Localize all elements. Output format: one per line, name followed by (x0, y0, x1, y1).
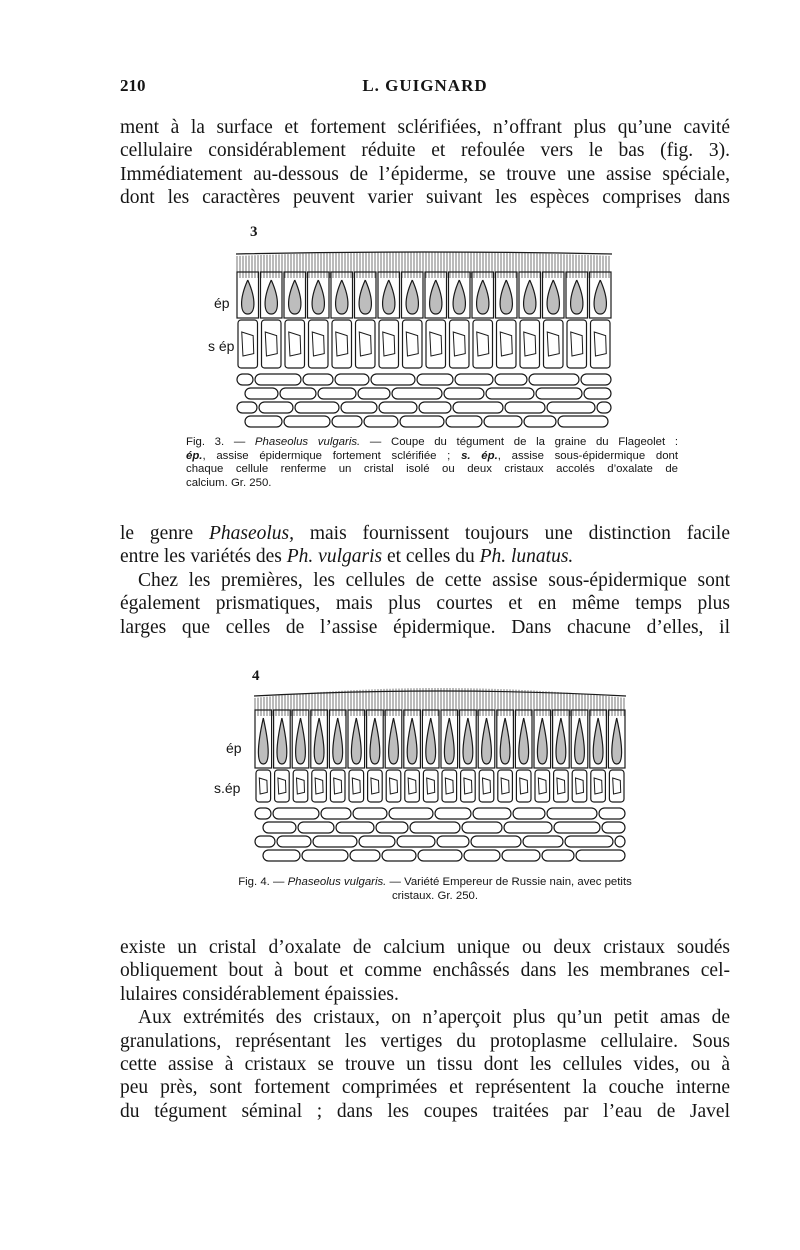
oxalate-crystal (406, 332, 418, 356)
paragraph-middle (120, 522, 730, 639)
cell-lumen (351, 718, 361, 764)
oxalate-crystal (359, 332, 371, 356)
tissue-cell (353, 808, 387, 819)
text-line: Chez les premières, les cellules de cette assise sous-épidermique sont (138, 569, 730, 591)
figure-4-label-ep: ép (226, 740, 242, 756)
cell-lumen (594, 280, 606, 314)
caption-text: chaque cellule renferme un cristal isolé ou deux cristaux accolés d’oxalate de (186, 463, 678, 476)
tissue-cell (392, 388, 442, 399)
tissue-cell (263, 850, 300, 861)
oxalate-crystal (242, 332, 254, 356)
oxalate-crystal (477, 332, 489, 356)
crystal-cell (330, 770, 345, 802)
oxalate-crystal (390, 778, 398, 794)
tissue-cell (237, 374, 253, 385)
oxalate-crystal (315, 778, 323, 794)
oxalate-crystal (336, 332, 348, 356)
caption-fig-ref: Fig. 4. — (238, 876, 285, 888)
figure-3-label-ep: ép (214, 295, 230, 311)
tissue-cell (332, 416, 362, 427)
tissue-cell (615, 836, 625, 847)
tissue-cell (245, 388, 278, 399)
cell-lumen (612, 718, 622, 764)
tissue-cell (302, 850, 348, 861)
crystal-cell (535, 770, 550, 802)
text-line: peu près, sont fortement comprimées et représentent la couche interne (120, 1077, 730, 1099)
cell-lumen (242, 280, 254, 314)
text-line: ment à la surface et fortement sclérifiées, n’offrant plus qu’une cavité (120, 117, 730, 138)
crystal-cell (567, 320, 587, 368)
caption-text: calcium. Gr. 250. (186, 476, 272, 489)
oxalate-crystal (445, 778, 453, 794)
cell-lumen (265, 280, 277, 314)
oxalate-crystal (352, 778, 360, 794)
tissue-cell (581, 374, 611, 385)
crystal-cell (609, 770, 624, 802)
oxalate-crystal (312, 332, 324, 356)
text-line: Aux extrémités des cristaux, on n’aperçoit plus qu’un petit amas de (138, 1007, 730, 1029)
tissue-cell (273, 808, 319, 819)
cell-lumen (500, 280, 512, 314)
tissue-cell (597, 402, 611, 413)
tissue-cell (335, 374, 369, 385)
crystal-cell (520, 320, 540, 368)
text-line: larges que celles de l’assise épidermique. Dans chacune d’elles, il (120, 616, 730, 638)
crystal-cell (497, 320, 517, 368)
page-number: 210 (120, 76, 146, 95)
cell-lumen (453, 280, 465, 314)
paragraph-top (120, 116, 730, 210)
tissue-cell (565, 836, 613, 847)
tissue-cell (263, 822, 296, 833)
tissue-cell (502, 850, 540, 861)
tissue-cell (341, 402, 377, 413)
oxalate-crystal (289, 332, 301, 356)
figure-3-caption (186, 436, 678, 490)
tissue-cell (464, 850, 500, 861)
text-line: granulations, représentant les vertiges du protoplasme cellulaire. Sous (120, 1030, 730, 1052)
tissue-cell (554, 822, 600, 833)
cell-lumen (258, 718, 268, 764)
tissue-cell (523, 836, 563, 847)
tissue-cell (558, 416, 608, 427)
cell-lumen (389, 718, 399, 764)
tissue-cell (280, 388, 316, 399)
crystal-cell (356, 320, 376, 368)
crystal-cell (256, 770, 271, 802)
tissue-cell (321, 808, 351, 819)
caption-text: — Variété Empereur de Russie nain, avec petits (389, 876, 632, 888)
oxalate-crystal (500, 332, 512, 356)
tissue-cell (524, 416, 556, 427)
text-line: lulaires considérablement épaissies. (120, 983, 399, 1005)
cuticle-line (236, 252, 612, 254)
oxalate-crystal (297, 778, 305, 794)
crystal-cell (403, 320, 423, 368)
tissue-cell (259, 402, 293, 413)
crystal-cell (312, 770, 327, 802)
tissue-cell (359, 836, 395, 847)
tissue-cell (255, 836, 275, 847)
tissue-cell (504, 822, 552, 833)
cell-lumen (593, 718, 603, 764)
cell-lumen (524, 280, 536, 314)
cell-lumen (444, 718, 454, 764)
caption-text: , assise épidermique fortement sclérifiée ; (202, 449, 451, 462)
tissue-cell (453, 402, 503, 413)
oxalate-crystal (613, 778, 621, 794)
tissue-cell (284, 416, 330, 427)
tissue-cell (379, 402, 417, 413)
oxalate-crystal (383, 332, 395, 356)
text-run-italic: Ph. lunatus. (479, 546, 574, 568)
cell-lumen (370, 718, 380, 764)
text-run: entre les variétés des (120, 546, 282, 568)
cell-lumen (430, 280, 442, 314)
crystal-cell (275, 770, 290, 802)
tissue-cell (576, 850, 625, 861)
crystal-cell (386, 770, 401, 802)
cell-lumen (336, 280, 348, 314)
cell-lumen (482, 718, 492, 764)
text-run-italic: Phaseolus, (208, 523, 295, 544)
oxalate-crystal (334, 778, 342, 794)
oxalate-crystal (501, 778, 509, 794)
tissue-cell (462, 822, 502, 833)
cell-lumen (296, 718, 306, 764)
tissue-cell (318, 388, 356, 399)
tissue-cell (358, 388, 390, 399)
crystal-cell (442, 770, 457, 802)
cell-lumen (519, 718, 529, 764)
figure-4-label-sep: s.ép (214, 780, 241, 796)
crystal-cell (332, 320, 352, 368)
cell-lumen (406, 280, 418, 314)
tissue-cell (599, 808, 625, 819)
figure-4-caption (186, 876, 684, 903)
text-line: cellulaire considérablement réduite et refoulée vers le bas (fig. 3). (120, 140, 730, 162)
oxalate-crystal (430, 332, 442, 356)
oxalate-crystal (557, 778, 565, 794)
tissue-cell (237, 402, 257, 413)
tissue-cell (529, 374, 579, 385)
figure-4-illustration (254, 680, 630, 870)
tissue-cell (542, 850, 574, 861)
tissue-cell (371, 374, 415, 385)
crystal-cell (572, 770, 587, 802)
figure-3-illustration (236, 238, 616, 428)
crystal-cell (238, 320, 258, 368)
cell-lumen (537, 718, 547, 764)
caption-abbr: s. ép. (461, 449, 498, 462)
tissue-cell (536, 388, 582, 399)
tissue-cell (389, 808, 433, 819)
crystal-cell (426, 320, 446, 368)
text-line: obliquement bout à bout et comme enchâssés dans les membranes cel- (120, 960, 730, 982)
crystal-cell (554, 770, 569, 802)
paragraph-bottom (120, 936, 730, 1123)
crystal-cell (405, 770, 420, 802)
oxalate-crystal (483, 778, 491, 794)
cell-lumen (477, 280, 489, 314)
cell-lumen (314, 718, 324, 764)
tissue-cell (350, 850, 380, 861)
oxalate-crystal (265, 332, 277, 356)
tissue-cell (298, 822, 334, 833)
crystal-cell (423, 770, 438, 802)
cell-lumen (463, 718, 473, 764)
tissue-cell (444, 388, 484, 399)
oxalate-crystal (538, 778, 546, 794)
text-line: dont les caractères peuvent varier suivant les espèces comprises dans (120, 187, 730, 209)
cell-lumen (571, 280, 583, 314)
oxalate-crystal (427, 778, 435, 794)
figure-3-number: 3 (250, 224, 258, 240)
oxalate-crystal (520, 778, 528, 794)
caption-species: Phaseolus vulgaris. (254, 436, 361, 448)
cell-lumen (426, 718, 436, 764)
tissue-cell (397, 836, 435, 847)
text-run: le genre (120, 523, 194, 544)
oxalate-crystal (594, 778, 602, 794)
tissue-cell (435, 808, 471, 819)
crystal-cell (591, 320, 611, 368)
caption-text: cristaux. Gr. 250. (391, 889, 479, 902)
cell-lumen (547, 280, 559, 314)
tissue-cell (495, 374, 527, 385)
crystal-cell (544, 320, 564, 368)
text-line: du tégument séminal ; dans les coupes traitées par l’eau de Javel (120, 1100, 730, 1122)
crystal-cell (379, 320, 399, 368)
tissue-cell (255, 808, 271, 819)
crystal-cell (262, 320, 282, 368)
running-head: L. GUIGNARD (362, 76, 488, 95)
crystal-cell (450, 320, 470, 368)
tissue-cell (400, 416, 444, 427)
tissue-cell (245, 416, 282, 427)
tissue-cell (547, 402, 595, 413)
tissue-cell (417, 374, 453, 385)
text-run: mais fournissent toujours une distinction facile (309, 523, 730, 544)
cell-lumen (359, 280, 371, 314)
page-header (120, 76, 730, 100)
text-run: et celles du (386, 546, 475, 568)
tissue-cell (382, 850, 416, 861)
tissue-cell (513, 808, 545, 819)
text-line: Immédiatement au-dessous de l’épiderme, se trouve une assise spéciale, (120, 163, 730, 185)
tissue-cell (376, 822, 408, 833)
crystal-cell (591, 770, 606, 802)
tissue-cell (473, 808, 511, 819)
caption-fig-ref: Fig. 3. — (186, 436, 246, 448)
tissue-cell (455, 374, 493, 385)
crystal-cell (368, 770, 383, 802)
crystal-cell (349, 770, 364, 802)
crystal-cell (293, 770, 308, 802)
figure-4-number: 4 (252, 668, 260, 684)
figure-3-label-sep: s ép (208, 338, 235, 354)
tissue-cell (437, 836, 469, 847)
cell-lumen (575, 718, 585, 764)
text-run-italic: Ph. vulgaris (286, 546, 383, 568)
text-line: cette assise à cristaux se trouve un tissu dont les cellules vides, ou à (120, 1054, 730, 1076)
crystal-cell (498, 770, 513, 802)
tissue-cell (364, 416, 398, 427)
oxalate-crystal (571, 332, 583, 356)
tissue-cell (505, 402, 545, 413)
crystal-cell (285, 320, 305, 368)
text-line: également prismatiques, mais plus courtes et en même temps plus (120, 593, 730, 615)
oxalate-crystal (408, 778, 416, 794)
tissue-cell (336, 822, 374, 833)
cell-lumen (333, 718, 343, 764)
cell-lumen (556, 718, 566, 764)
cell-lumen (407, 718, 417, 764)
text-line: existe un cristal d’oxalate de calcium unique ou deux cristaux soudés (120, 937, 730, 958)
cell-lumen (312, 280, 324, 314)
tissue-cell (303, 374, 333, 385)
tissue-cell (484, 416, 522, 427)
caption-text: , assise sous-épidermique dont (497, 449, 679, 462)
tissue-cell (418, 850, 462, 861)
oxalate-crystal (524, 332, 536, 356)
crystal-cell (516, 770, 531, 802)
oxalate-crystal (594, 332, 606, 356)
oxalate-crystal (371, 778, 379, 794)
crystal-cell (479, 770, 494, 802)
cell-lumen (277, 718, 287, 764)
tissue-cell (584, 388, 611, 399)
crystal-cell (461, 770, 476, 802)
caption-species: Phaseolus vulgaris. (287, 876, 387, 888)
caption-text: — Coupe du tégument de la graine du Flageolet : (369, 436, 678, 448)
crystal-cell (473, 320, 493, 368)
cell-lumen (500, 718, 510, 764)
oxalate-crystal (278, 778, 286, 794)
oxalate-crystal (259, 778, 267, 794)
oxalate-crystal (547, 332, 559, 356)
tissue-cell (255, 374, 301, 385)
crystal-cell (309, 320, 329, 368)
tissue-cell (277, 836, 311, 847)
tissue-cell (547, 808, 597, 819)
tissue-cell (410, 822, 460, 833)
oxalate-crystal (464, 778, 472, 794)
tissue-cell (602, 822, 625, 833)
tissue-cell (486, 388, 534, 399)
tissue-cell (295, 402, 339, 413)
tissue-cell (313, 836, 357, 847)
caption-abbr: ép. (186, 449, 203, 462)
tissue-cell (471, 836, 521, 847)
cell-lumen (289, 280, 301, 314)
tissue-cell (419, 402, 451, 413)
tissue-cell (446, 416, 482, 427)
oxalate-crystal (576, 778, 584, 794)
cell-lumen (383, 280, 395, 314)
oxalate-crystal (453, 332, 465, 356)
